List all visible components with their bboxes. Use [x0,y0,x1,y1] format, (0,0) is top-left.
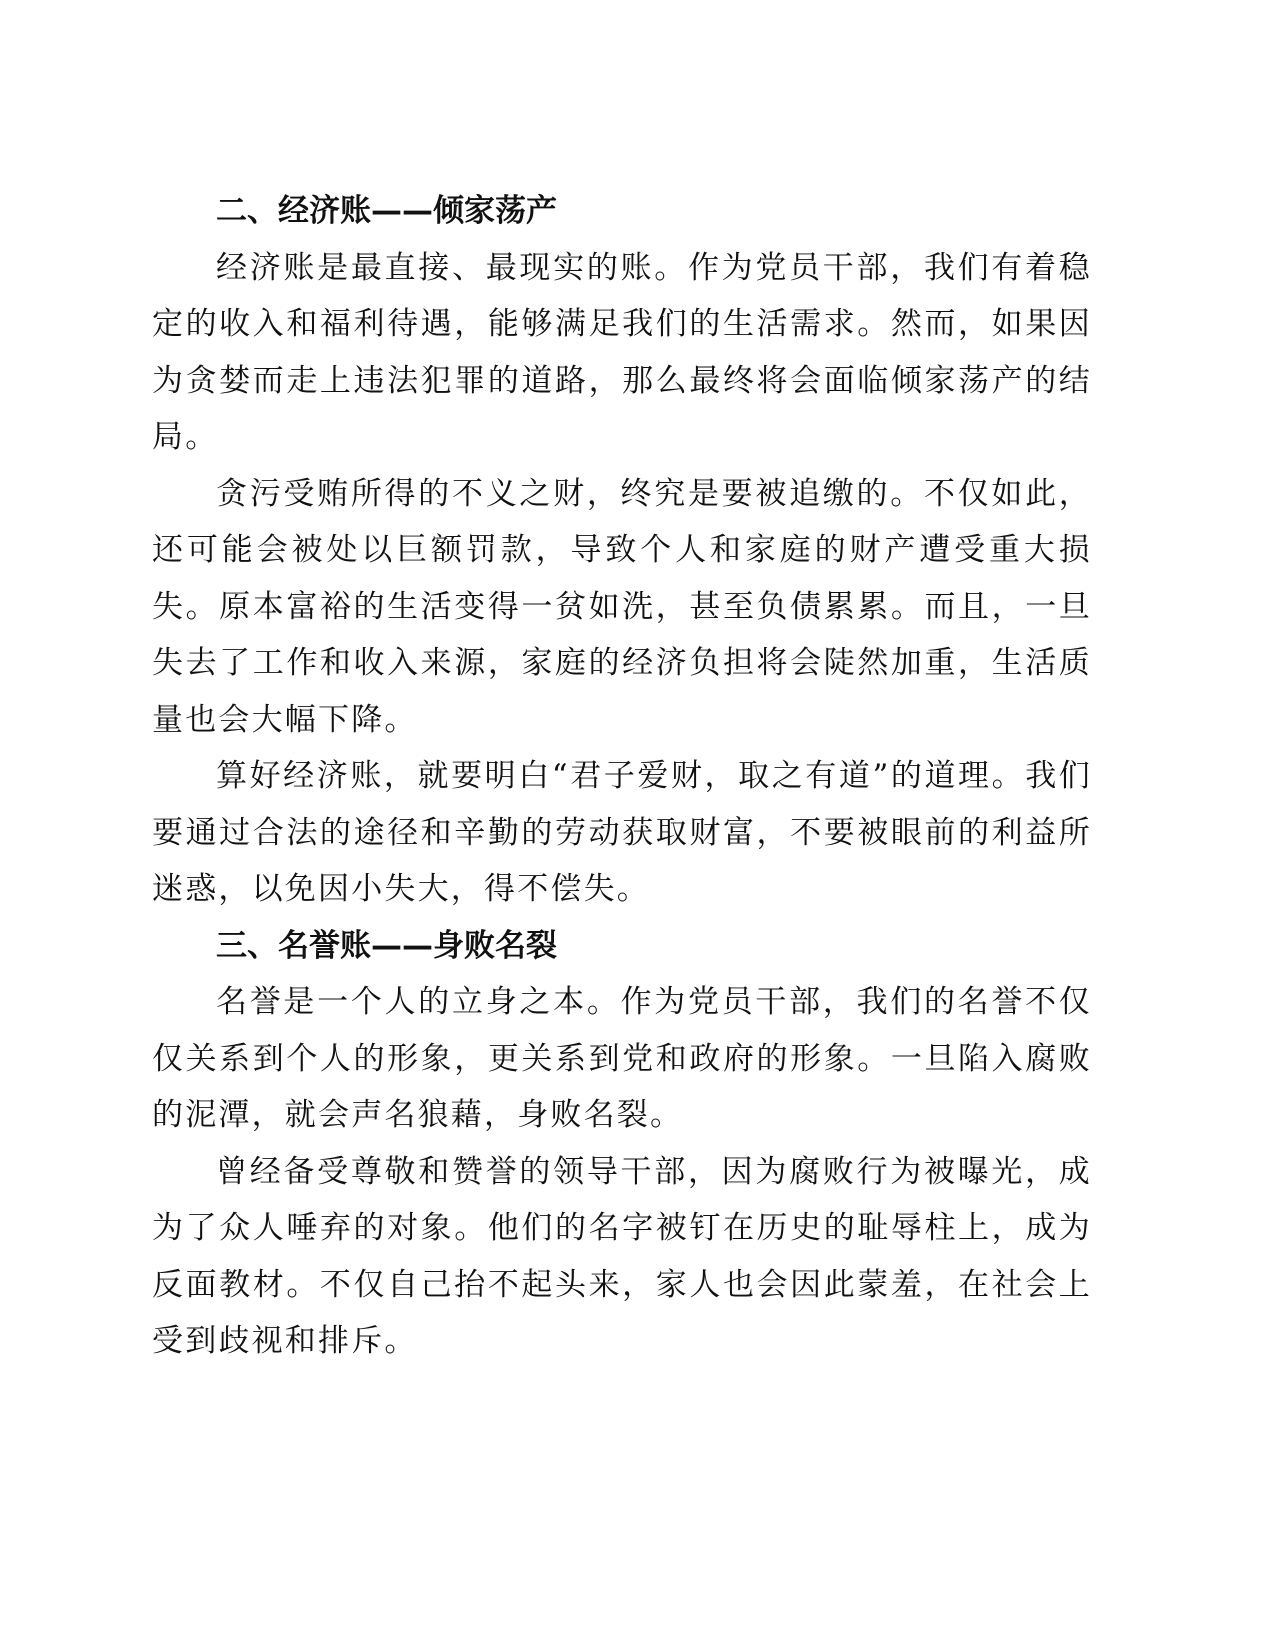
paragraph: 算好经济账，就要明白“君子爱财，取之有道”的道理。我们要通过合法的途径和辛勤的劳动获取财富，不要被眼前的利益所迷惑，以免因小失大，得不偿失。 [152,758,1092,907]
paragraph: 经济账是最直接、最现实的账。作为党员干部，我们有着稳定的收入和福利待遇，能够满足我们的生活需求。然而，如果因为贪婪而走上违法犯罪的道路，那么最终将会面临倾家荡产的结局。 [152,249,1092,455]
paragraph: 名誉是一个人的立身之本。作为党员干部，我们的名誉不仅仅关系到个人的形象，更关系到党和政府的形象。一旦陷入腐败的泥潭，就会声名狼藉，身败名裂。 [152,984,1092,1133]
section-heading-economic: 二、经济账——倾家荡产 [216,193,557,229]
section-heading-reputation: 三、名誉账——身败名裂 [216,927,557,964]
paragraph: 曾经备受尊敬和赞誉的领导干部，因为腐败行为被曝光，成为了众人唾弃的对象。他们的名字被钉在历史的耻辱柱上，成为反面教材。不仅自己抬不起头来，家人也会因此蒙羞，在社会上受到歧视和排斥。 [152,1153,1092,1359]
paragraph: 贪污受贿所得的不义之财，终究是要被追缴的。不仅如此，还可能会被处以巨额罚款，导致个人和家庭的财产遭受重大损失。原本富裕的生活变得一贫如洗，甚至负债累累。而且，一旦失去了工作和收入来源，家庭的经济负担将会陡然加重，生活质量也会大幅下降。 [152,475,1092,738]
document-body [152,183,1092,1370]
